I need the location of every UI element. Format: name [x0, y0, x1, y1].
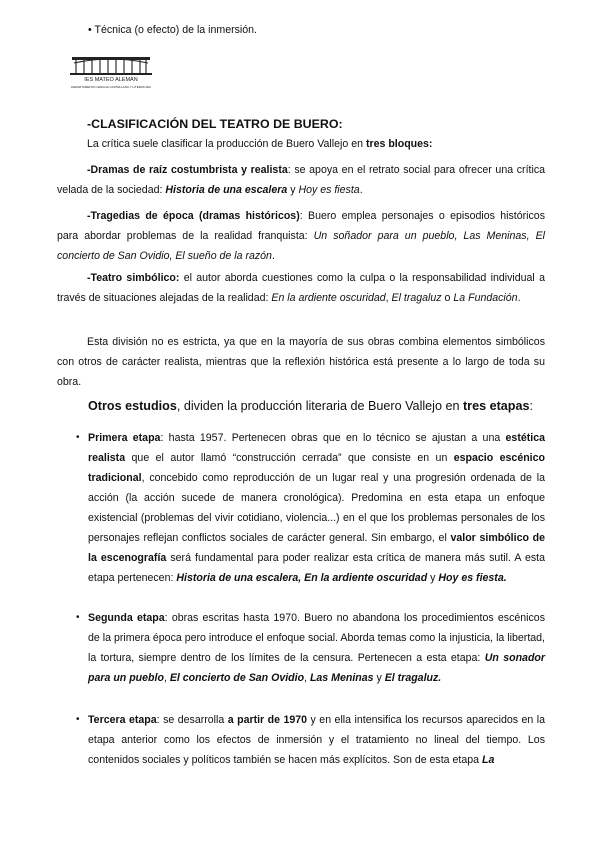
- etapa3-title: Tercera etapa: [88, 714, 157, 726]
- bullet-dot: •: [76, 432, 80, 443]
- etapa1-item: [76, 428, 546, 588]
- otros-bold2: tres etapas: [462, 399, 530, 413]
- simbolico-sep: ,: [385, 292, 392, 304]
- otros-bold: Otros estudios: [88, 399, 177, 413]
- inmersion-text: Técnica (o efecto) de la inmersión.: [94, 24, 257, 36]
- bullet-dot: •: [76, 714, 80, 725]
- simbolico-work1: En la ardiente oscuridad: [271, 292, 386, 304]
- etapa2-w3: Las Meninas: [309, 672, 374, 684]
- tragedias-text: : Buero emplea personajes o episodios históricos para abordar problemas de la realidad franquista:: [57, 210, 545, 242]
- etapa2-s3: y: [373, 672, 385, 684]
- bullet-dot: •: [76, 612, 80, 623]
- etapa1-b2: espacio escénico tradicional: [88, 452, 545, 484]
- logo-line1: IES MATEO ALEMÁN: [84, 77, 138, 83]
- etapa1-w2: Hoy es fiesta.: [438, 572, 507, 584]
- intro-bold: tres bloques:: [365, 138, 433, 150]
- dramas-and: y: [287, 184, 299, 196]
- etapa3-w1: La: [481, 754, 495, 766]
- etapa2-t1: : obras escritas hasta 1970. Buero no abandona los procedimientos escénicos de la primera época pero introduce el enfoque social. Aborda temas como la injusticia, la libertad, la tortura, siempre dentro de los límites de la censura. Pertenecen a esta etapa:: [88, 612, 545, 664]
- etapa2-title: Segunda etapa: [88, 612, 165, 624]
- simbolico-text: el autor aborda cuestiones como la culpa o la responsabilidad individual a través de situaciones alejadas de la realidad:: [57, 272, 545, 304]
- etapa1-b3: valor simbólico de la escenografía: [88, 532, 545, 564]
- bullet-dot: •: [88, 24, 92, 36]
- logo-line2: DEPARTAMENTO LENGUA CASTELLANA Y LITERATURA: [71, 85, 151, 89]
- simbolico-title: -Teatro simbólico:: [87, 272, 180, 284]
- dramas-paragraph: [57, 160, 545, 200]
- etapa2-w2: El concierto de San Ovidio: [169, 672, 305, 684]
- section-heading: -CLASIFICACIÓN DEL TEATRO DE BUERO:: [87, 117, 343, 131]
- tragedias-paragraph: [57, 206, 545, 266]
- etapa2-w1: Un sonador para un pueblo: [88, 652, 546, 684]
- otros-estudios-heading: [88, 396, 533, 416]
- dramas-work2: Hoy es fiesta: [298, 184, 360, 196]
- tragedias-title: -Tragedias de época (dramas históricos): [87, 210, 300, 222]
- etapa1-t5: y: [427, 572, 439, 584]
- simbolico-end: .: [517, 292, 521, 304]
- etapa1-t3: , concebido como reproducción de un lugar real y una progresión ordenada de la acción (la acción sucede de manera cronológica). Predomina en esta etapa un enfoque existencial (problemas del vivir cotidiano, violencia...) en el que los problemas personales de los personajes reflejan conflictos sociales de carácter general. Sin embargo, el: [88, 472, 545, 544]
- etapa2-item: [76, 608, 546, 688]
- etapa2-s2: ,: [304, 672, 310, 684]
- inmersion-bullet: [88, 20, 257, 40]
- etapa1-title: Primera etapa: [88, 432, 161, 444]
- simbolico-or: o: [441, 292, 454, 304]
- etapa1-t4: será fundamental para poder realizar esta crítica de manera más sutil. A esta etapa pertenecen:: [88, 552, 546, 584]
- dramas-title: -Dramas de raíz costumbrista y realista: [87, 164, 288, 176]
- otros-text: , dividen la producción literaria de Buero Vallejo en: [176, 399, 463, 413]
- etapa1-t1: : hasta 1957. Pertenecen obras que en lo técnico se ajustan a una: [160, 432, 506, 444]
- division-paragraph: Esta división no es estricta, ya que en la mayoría de sus obras combina elementos simbólicos con otros de carácter realista, mientras que la reflexión histórica está presente a lo largo de toda su obra.: [57, 336, 545, 388]
- etapa3-item: [76, 710, 546, 770]
- simbolico-work3: La Fundación: [453, 292, 518, 304]
- etapa2-s1: ,: [163, 672, 170, 684]
- etapa3-t2: y en ella intensifica los recursos aparecidos en la etapa anterior como los efectos de inmersión y el tratamiento no lineal del tiempo. Los contenidos sociales y políticos también se hacen más explícitos. Son de esta etapa: [88, 714, 546, 766]
- tragedias-works: Un soñador para un pueblo, Las Meninas, El concierto de San Ovidio, El sueño de la razón: [57, 230, 545, 262]
- etapa3-t1: : se desarrolla: [156, 714, 228, 726]
- etapa2-w4: El tragaluz.: [384, 672, 442, 684]
- intro-text: La crítica suele clasificar la producción de Buero Vallejo en: [87, 138, 366, 150]
- dramas-end: .: [359, 184, 363, 196]
- etapa1-b1: estética realista: [88, 432, 545, 464]
- etapa3-b1: a partir de 1970: [227, 714, 308, 726]
- etapa1-w1: Historia de una escalera, En la ardiente oscuridad: [176, 572, 428, 584]
- simbolico-work2: El tragaluz: [391, 292, 442, 304]
- otros-end: :: [529, 399, 533, 413]
- simbolico-paragraph: [57, 268, 545, 308]
- dramas-text: : se apoya en el retrato social para ofrecer una crítica velada de la sociedad:: [57, 164, 546, 196]
- etapa1-t2: que el autor llamó “construcción cerrada” que consiste en un: [125, 452, 454, 464]
- intro-paragraph: [57, 134, 545, 154]
- tragedias-end: .: [271, 250, 275, 262]
- school-logo: [66, 55, 156, 91]
- dramas-work1: Historia de una escalera: [165, 184, 288, 196]
